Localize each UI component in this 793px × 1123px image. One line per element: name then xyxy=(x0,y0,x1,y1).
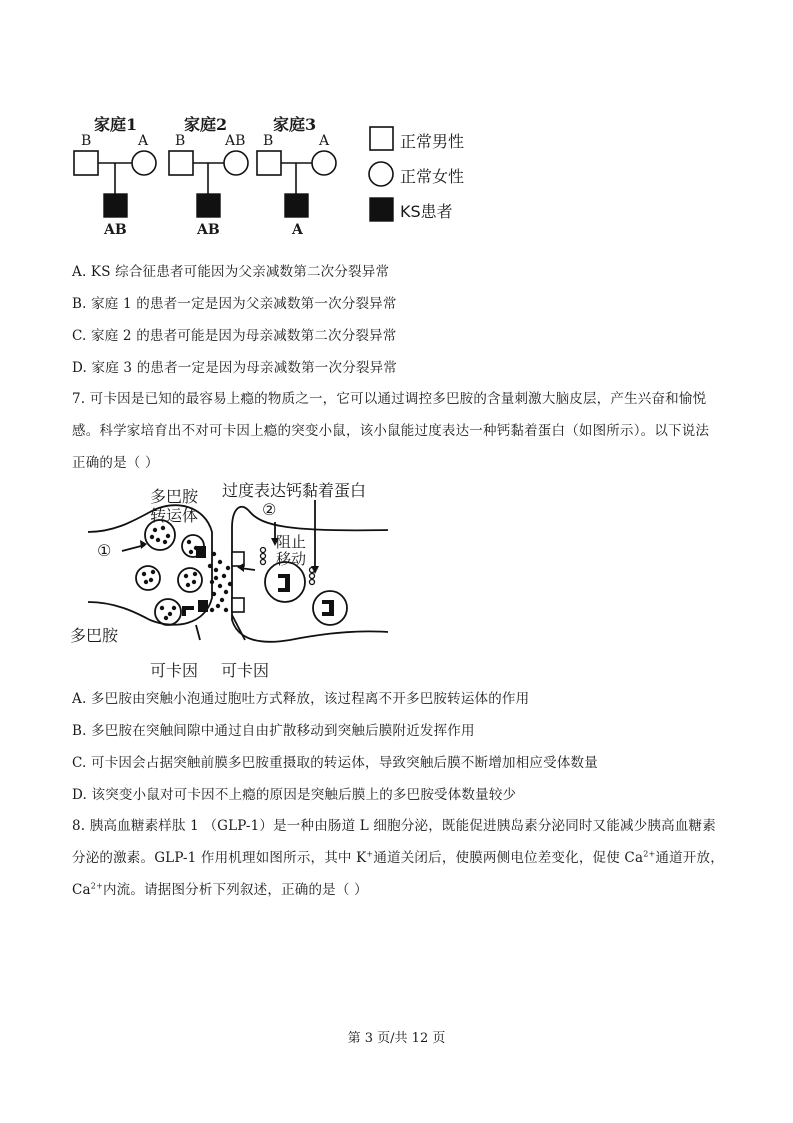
q8-line2-sup-ca: 2+ xyxy=(643,849,656,859)
q7-stem-line3: 正确的是（ ） xyxy=(72,455,159,471)
q6-option-d: D. 家庭 3 的患者一定是因为母亲减数第一次分裂异常 xyxy=(72,360,397,376)
dopamine-dot xyxy=(168,612,172,616)
fig-label-overexpress: 过度表达钙黏着蛋白 xyxy=(222,481,367,500)
q6-option-a: A. KS 综合征患者可能因为父亲减数第二次分裂异常 xyxy=(72,264,390,280)
dopamine-dot xyxy=(151,570,155,574)
dopamine-dot xyxy=(189,550,193,554)
dopamine-dot xyxy=(144,580,148,584)
fig-label-dopamine: 多巴胺 xyxy=(70,626,119,645)
dopamine-dot xyxy=(212,552,216,556)
dopamine-dot xyxy=(214,576,218,580)
dopamine-dot xyxy=(224,608,228,612)
q7-stem-line1: 7. 可卡因是已知的最容易上瘾的物质之一，它可以通过调控多巴胺的含量刺激大脑皮层，产生兴奋和愉悦 xyxy=(72,391,707,407)
dopamine-dot xyxy=(184,574,188,578)
f3-father-genotype: B xyxy=(263,133,274,149)
dopamine-dot xyxy=(166,534,170,538)
fig-label-transporter-2: 转运体 xyxy=(150,506,199,525)
fig-label-cocaine-2: 可卡因 xyxy=(221,661,270,680)
dopamine-dot xyxy=(160,606,164,610)
f1-mother-genotype: A xyxy=(138,133,149,149)
legend-normal-female: 正常女性 xyxy=(400,167,465,186)
f2-father-genotype: B xyxy=(175,133,186,149)
q7-option-c: C. 可卡因会占据突触前膜多巴胺重摄取的转运体，导致突触后膜不断增加相应受体数量 xyxy=(72,755,598,771)
dopamine-dot xyxy=(218,560,222,564)
legend-female-circle xyxy=(369,162,393,186)
dopamine-dot xyxy=(186,583,190,587)
f2-father-square xyxy=(169,151,193,175)
f1-father-genotype: B xyxy=(81,133,92,149)
fig-label-block-2: 移动 xyxy=(276,550,307,568)
legend-patient: KS患者 xyxy=(400,202,453,221)
family3-title: 家庭3 xyxy=(273,115,317,134)
dopamine-dot xyxy=(208,564,212,568)
synapse-drawing xyxy=(0,470,793,685)
q7-option-b: B. 多巴胺在突触间隙中通过自由扩散移动到突触后膜附近发挥作用 xyxy=(72,723,475,739)
dopamine-dot xyxy=(228,582,232,586)
q8-line2-sup-k: + xyxy=(366,849,374,859)
f1-mother-circle xyxy=(132,151,156,175)
f1-child-square xyxy=(104,194,127,217)
fig-label-circle2: ② xyxy=(262,500,277,519)
dopamine-dot xyxy=(153,528,157,532)
f2-mother-circle xyxy=(224,151,248,175)
f3-mother-circle xyxy=(312,151,336,175)
q8-stem-line1: 8. 胰高血糖素样肽 1 （GLP-1）是一种由肠道 L 细胞分泌，既能促进胰岛素分泌同时又能减少胰高血糖素 xyxy=(72,818,716,834)
q6-option-b: B. 家庭 1 的患者一定是因为父亲减数第一次分裂异常 xyxy=(72,296,397,312)
q7-option-d: D. 该突变小鼠对可卡因不上瘾的原因是突触后膜上的多巴胺受体数量较少 xyxy=(72,787,517,803)
f3-mother-genotype: A xyxy=(319,133,330,149)
legend-normal-male: 正常男性 xyxy=(400,132,465,151)
q8-line3-sup-ca: 2+ xyxy=(90,881,103,891)
dopamine-dot xyxy=(194,546,198,550)
dopamine-dot xyxy=(150,535,154,539)
dopamine-dot xyxy=(224,590,228,594)
dopamine-dot xyxy=(163,540,167,544)
dopamine-dot xyxy=(187,540,191,544)
family1-title: 家庭1 xyxy=(94,115,138,134)
f2-child-square xyxy=(197,194,220,217)
dopamine-dot xyxy=(214,568,218,572)
q7-option-a: A. 多巴胺由突触小泡通过胞吐方式释放，该过程离不开多巴胺转运体的作用 xyxy=(72,691,530,707)
page-footer: 第 3 页/共 12 页 xyxy=(347,1031,446,1046)
q8-line2-part-c: 通道开放， xyxy=(655,850,724,866)
dopamine-dot xyxy=(164,616,168,620)
dopamine-dot xyxy=(149,578,153,582)
f3-child-genotype: A xyxy=(292,222,303,238)
f1-father-square xyxy=(74,151,98,175)
f2-child-genotype: AB xyxy=(197,222,220,238)
fig-label-cocaine-1: 可卡因 xyxy=(150,661,199,680)
dopamine-dot xyxy=(156,538,160,542)
f2-mother-genotype: AB xyxy=(225,133,246,149)
dopamine-dot xyxy=(161,526,165,530)
legend-male-square xyxy=(370,127,393,150)
q8-stem-line2 xyxy=(72,849,724,867)
dopamine-dot xyxy=(212,592,216,596)
q8-line3-part-a: Ca xyxy=(72,882,91,898)
dopamine-dot xyxy=(210,580,214,584)
dopamine-dot xyxy=(220,598,224,602)
f3-father-square xyxy=(257,151,281,175)
dopamine-dot xyxy=(142,572,146,576)
dopamine-dot xyxy=(218,584,222,588)
fig-label-transporter-1: 多巴胺 xyxy=(150,487,199,506)
fig-label-block-1: 阻止 xyxy=(276,533,307,551)
dopamine-dot xyxy=(192,580,196,584)
q7-stem-line2: 感。科学家培育出不对可卡因上瘾的突变小鼠，该小鼠能过度表达一种钙黏着蛋白（如图所示）。以下说法 xyxy=(72,423,710,439)
dopamine-dot xyxy=(210,608,214,612)
q8-stem-line3 xyxy=(72,881,368,899)
q8-line3-part-b: 内流。请据图分析下列叙述，正确的是（ ） xyxy=(102,882,368,898)
dopamine-dot xyxy=(226,566,230,570)
dopamine-dot xyxy=(216,604,220,608)
q8-line2-part-a: 分泌的激素。GLP-1 作用机理如图所示，其中 K xyxy=(72,850,367,866)
legend-patient-square xyxy=(370,198,393,221)
f1-child-genotype: AB xyxy=(104,222,127,238)
dopamine-dot xyxy=(172,606,176,610)
q6-option-c: C. 家庭 2 的患者可能是因为母亲减数第二次分裂异常 xyxy=(72,328,397,344)
fig-label-circle1: ① xyxy=(97,541,112,560)
f3-child-square xyxy=(285,194,308,217)
q8-line2-part-b: 通道关闭后，使膜两侧电位差变化，促使 Ca xyxy=(373,850,644,866)
dopamine-dot xyxy=(193,572,197,576)
family2-title: 家庭2 xyxy=(184,115,228,134)
dopamine-dot xyxy=(222,574,226,578)
